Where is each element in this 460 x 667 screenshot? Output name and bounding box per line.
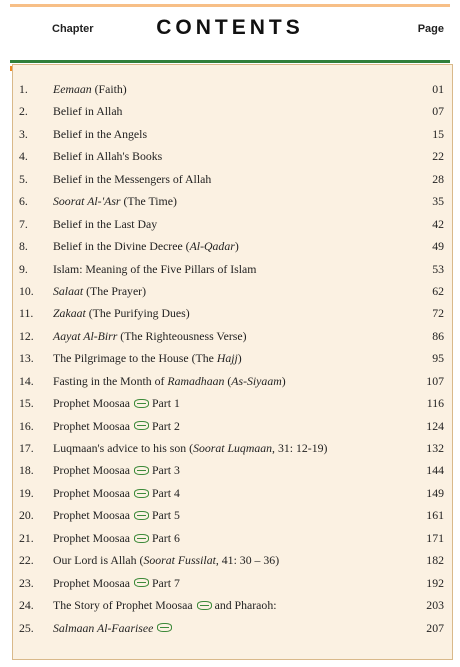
entry-title-part: Ramadhaan (167, 373, 225, 388)
entry-title-part: (The Righteousness Verse) (117, 328, 247, 343)
entry-title-part: ) (234, 239, 239, 254)
entry-title (53, 123, 147, 145)
entry-title-part: The Pilgrimage to the House (The (53, 351, 217, 366)
entry-title (53, 527, 180, 549)
salutation-seal-icon (157, 623, 172, 632)
toc-entry[interactable] (13, 100, 452, 122)
page-title: CONTENTS (156, 16, 304, 39)
entry-title (53, 437, 327, 459)
entry-title-part: Belief in the Messengers of Allah (53, 171, 212, 186)
entry-page-number: 132 (426, 441, 444, 455)
toc-entry[interactable] (13, 325, 452, 347)
toc-entry[interactable] (13, 482, 452, 504)
entry-number: 6. (19, 194, 28, 209)
toc-entry[interactable] (13, 235, 452, 257)
contents-header (0, 14, 460, 54)
toc-entry[interactable] (13, 145, 452, 167)
toc-entry[interactable] (13, 527, 452, 549)
entry-title (53, 213, 157, 235)
entry-title-part: Belief in the Divine Decree ( (53, 239, 190, 254)
entry-page-number: 107 (426, 373, 444, 388)
toc-entry[interactable] (13, 392, 452, 414)
entry-title-part: Prophet Moosaa (53, 508, 130, 523)
toc-entry[interactable] (13, 302, 452, 324)
entry-number: 5. (19, 171, 28, 186)
entry-title-part: Eemaan (53, 82, 92, 96)
entry-number: 18. (19, 463, 34, 478)
entry-page-number: 01 (432, 82, 444, 96)
toc-entry[interactable] (13, 459, 452, 481)
entry-page-number: 28 (432, 171, 444, 186)
entry-number: 14. (19, 373, 34, 388)
salutation-seal-icon (134, 511, 149, 520)
entry-number: 3. (19, 126, 28, 141)
entry-number: 19. (19, 485, 34, 500)
entry-page-number: 42 (432, 216, 444, 231)
toc-entry[interactable] (13, 572, 452, 594)
entry-title-part: Prophet Moosaa (53, 396, 130, 411)
entry-page-number: 144 (426, 463, 444, 478)
entry-title-part: , 31: 12-19) (272, 441, 328, 455)
entry-title (53, 482, 180, 504)
entry-number: 22. (19, 553, 34, 568)
entry-title-part: Part 6 (152, 530, 180, 545)
entry-number: 4. (19, 149, 28, 164)
entry-title-part: Prophet Moosaa (53, 463, 130, 478)
entry-page-number: 15 (432, 126, 444, 141)
entry-title-part: Al-Qadar (189, 239, 235, 254)
entry-title-part: Prophet Moosaa (53, 530, 130, 545)
contents-list (13, 78, 452, 639)
entry-title (53, 325, 247, 347)
entry-page-number: 53 (432, 261, 444, 276)
entry-title-part: Belief in Allah (53, 104, 123, 119)
entry-title-part: Part 7 (152, 575, 180, 590)
entry-title-part: Salmaan Al-Faarisee (53, 620, 154, 635)
entry-page-number: 192 (426, 575, 444, 590)
entry-title (53, 258, 256, 280)
entry-title (53, 302, 190, 324)
toc-entry[interactable] (13, 594, 452, 616)
entry-title-part: Belief in the Angels (53, 126, 148, 141)
entry-number: 10. (19, 283, 34, 298)
entry-title-part: Soorat Al-'Asr (53, 194, 121, 209)
entry-title (53, 347, 242, 369)
entry-title-part: (The Purifying Dues) (85, 306, 190, 321)
entry-title-part: Prophet Moosaa (53, 418, 130, 433)
salutation-seal-icon (134, 489, 149, 498)
entry-page-number: 95 (432, 351, 444, 366)
entry-title-part: Part 5 (152, 508, 180, 523)
entry-title-part: (The Time) (120, 194, 177, 209)
toc-entry[interactable] (13, 258, 452, 280)
entry-title-part: Belief in Allah's Books (53, 149, 163, 164)
toc-entry[interactable] (13, 504, 452, 526)
entry-title (53, 100, 122, 122)
entry-title-part: (The Prayer) (83, 283, 147, 298)
entry-number: 16. (19, 418, 34, 433)
entry-number: 15. (19, 396, 34, 411)
entry-page-number: 22 (432, 149, 444, 164)
entry-title-part: Islam: Meaning of the Five Pillars of Islam (53, 261, 257, 276)
entry-page-number: 07 (432, 104, 444, 119)
toc-entry[interactable] (13, 437, 452, 459)
entry-page-number: 86 (432, 328, 444, 343)
entry-title-part: Part 4 (152, 485, 180, 500)
toc-entry[interactable] (13, 617, 452, 639)
entry-title (53, 190, 177, 212)
entry-title-part: ) (237, 351, 242, 366)
entry-title-part: Part 2 (152, 418, 180, 433)
entry-title-part: Salaat (53, 283, 84, 298)
page-column-label: Page (417, 23, 444, 35)
header-green-rule (10, 60, 450, 63)
entry-title-part: ( (224, 373, 232, 388)
entry-title (53, 370, 286, 392)
toc-entry[interactable] (13, 415, 452, 437)
entry-page-number: 72 (432, 306, 444, 321)
entry-title-part: Aayat Al-Birr (53, 328, 118, 343)
entry-title (53, 572, 180, 594)
entry-number: 24. (19, 598, 34, 613)
entry-title (53, 168, 211, 190)
entry-number: 9. (19, 261, 28, 276)
contents-panel (12, 64, 453, 660)
entry-title-part: Luqmaan's advice to his son ( (53, 441, 194, 455)
entry-title (53, 280, 146, 302)
toc-entry[interactable] (13, 549, 452, 571)
entry-number: 2. (19, 104, 28, 119)
entry-title-part: Soorat Fussilat (143, 553, 216, 568)
toc-entry[interactable] (13, 280, 452, 302)
entry-page-number: 182 (426, 553, 444, 568)
entry-title-part: Our Lord is Allah ( (53, 553, 144, 568)
entry-title (53, 594, 277, 616)
entry-title-part: Soorat Luqmaan (193, 441, 273, 455)
entry-page-number: 207 (426, 620, 444, 635)
entry-number: 23. (19, 575, 34, 590)
entry-page-number: 161 (426, 508, 444, 523)
chapter-column-label: Chapter (52, 23, 94, 35)
entry-title-part: (Faith) (91, 82, 127, 96)
entry-title (53, 415, 180, 437)
entry-title (53, 617, 175, 639)
entry-title-part: Part 3 (152, 463, 180, 478)
entry-title-part: Hajj (216, 351, 238, 366)
entry-page-number: 116 (426, 396, 444, 411)
entry-page-number: 149 (426, 485, 444, 500)
salutation-seal-icon (134, 421, 149, 430)
entry-title-part: Fasting in the Month of (53, 373, 168, 388)
entry-number: 11. (19, 306, 34, 321)
entry-title-part: Part 1 (152, 396, 180, 411)
entry-number: 7. (19, 216, 28, 231)
entry-title-part: Zakaat (53, 306, 86, 321)
toc-entry[interactable] (13, 168, 452, 190)
entry-title (53, 392, 180, 414)
entry-title (53, 459, 180, 481)
entry-title (53, 235, 239, 257)
entry-number: 25. (19, 620, 34, 635)
toc-entry[interactable] (13, 213, 452, 235)
entry-title (53, 78, 127, 100)
salutation-seal-icon (134, 534, 149, 543)
entry-number: 13. (19, 351, 34, 366)
entry-number: 17. (19, 441, 34, 455)
entry-title-part: ) (281, 373, 286, 388)
entry-title (53, 504, 180, 526)
toc-entry[interactable] (13, 190, 452, 212)
salutation-seal-icon (134, 578, 149, 587)
entry-title-part: The Story of Prophet Moosaa (53, 598, 193, 613)
entry-page-number: 62 (432, 283, 444, 298)
entry-title-part: Belief in the Last Day (53, 216, 158, 231)
entry-page-number: 35 (432, 194, 444, 209)
entry-title-part: Prophet Moosaa (53, 575, 130, 590)
entry-page-number: 124 (426, 418, 444, 433)
salutation-seal-icon (197, 601, 212, 610)
entry-title-part: , 41: 30 – 36) (215, 553, 280, 568)
toc-entry[interactable] (13, 123, 452, 145)
toc-entry[interactable] (13, 347, 452, 369)
entry-title-part: Prophet Moosaa (53, 485, 130, 500)
entry-number: 12. (19, 328, 34, 343)
entry-page-number: 203 (426, 598, 444, 613)
entry-number: 8. (19, 239, 28, 254)
entry-page-number: 171 (426, 530, 444, 545)
salutation-seal-icon (134, 466, 149, 475)
entry-title-part: As-Siyaam (231, 373, 282, 388)
entry-page-number: 49 (432, 239, 444, 254)
toc-entry[interactable] (13, 370, 452, 392)
entry-title-part: and Pharaoh: (214, 598, 277, 613)
entry-title (53, 549, 279, 571)
top-decorative-rule (10, 4, 450, 7)
entry-number: 21. (19, 530, 34, 545)
entry-title (53, 145, 162, 167)
entry-number: 20. (19, 508, 34, 523)
toc-entry[interactable] (13, 78, 452, 100)
salutation-seal-icon (134, 399, 149, 408)
entry-number: 1. (19, 82, 28, 96)
